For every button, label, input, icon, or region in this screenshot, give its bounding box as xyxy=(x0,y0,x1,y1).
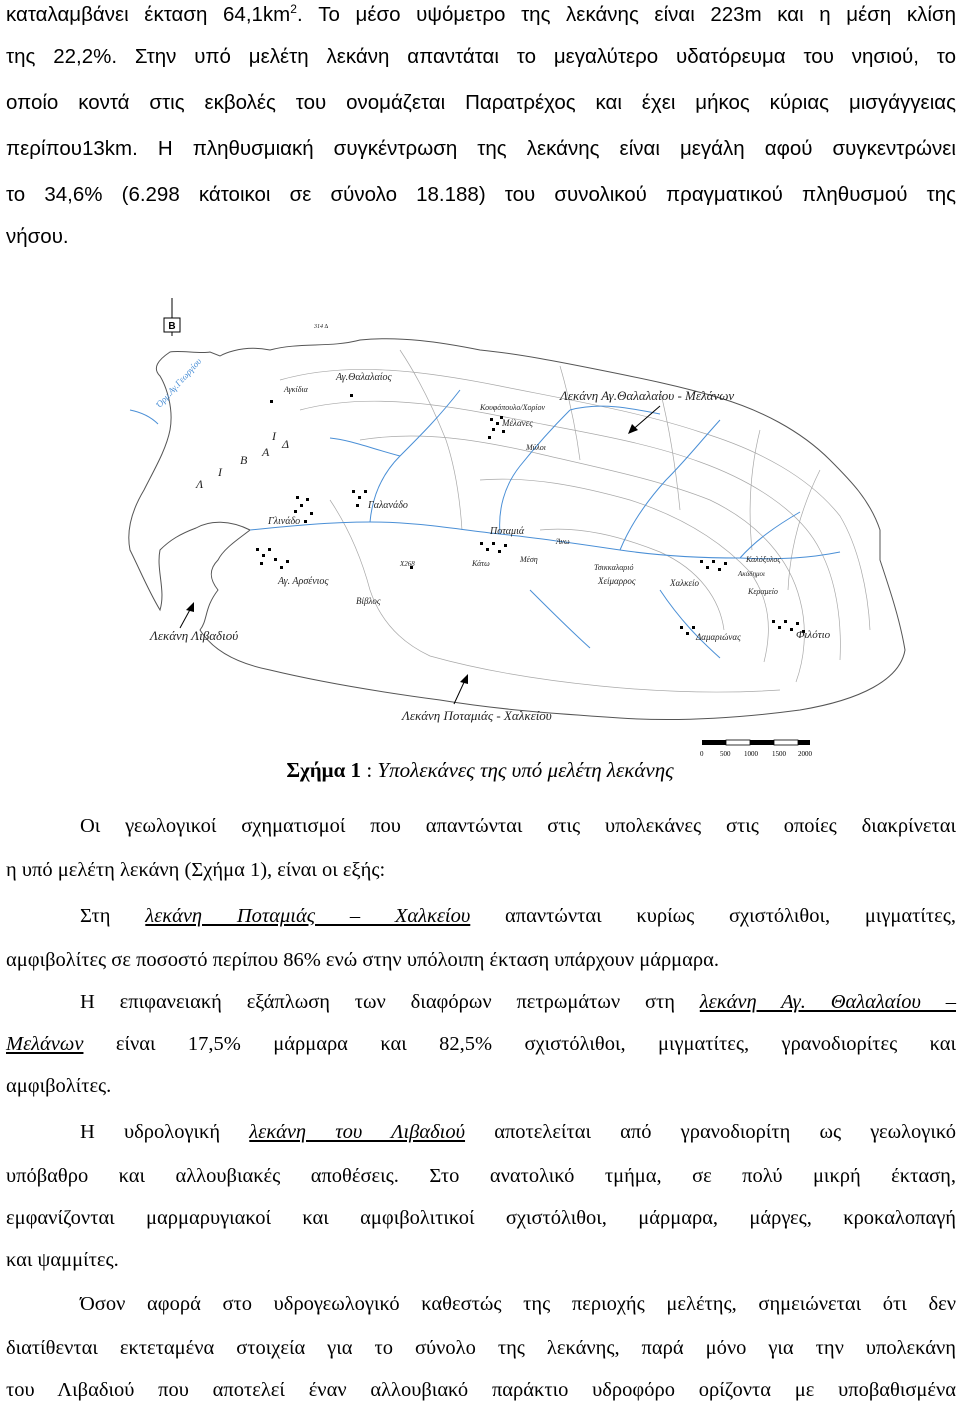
village-label: Τσικκαλαριό xyxy=(594,563,634,572)
village-label: Αγ. Αρσένιος xyxy=(278,576,329,587)
callout-arrowhead xyxy=(628,424,638,434)
sea-letter: Ι xyxy=(272,429,276,443)
north-label: Β xyxy=(168,321,176,332)
text-line: περίπου13km. Η πληθυσμιακή συγκέντρωση της λεκάνης είναι μεγάλη αφού συγκεντρώνει xyxy=(6,137,956,160)
text-line: Οι γεωλογικοί σχηματισμοί που απαντώνται στις υπολεκάνες στις οποίες διακρίνεται xyxy=(80,815,956,837)
village-label: Αγ.Θαλαλαίος xyxy=(336,372,392,383)
svg-text:1000: 1000 xyxy=(744,750,758,758)
caption-label: Σχήμα 1 xyxy=(286,758,362,782)
text-line: Μελάνων είναι 17,5% μάρμαρα και 82,5% σχιστόλιθοι, μιγματίτες, γρανοδιορίτες και xyxy=(6,1033,956,1055)
svg-text:1500: 1500 xyxy=(772,750,786,758)
text-line: και ψαμμίτες. xyxy=(6,1249,119,1271)
village-label: Κάτω xyxy=(472,559,490,568)
village-label: Ακάδημοι xyxy=(738,570,765,578)
basin-map-figure xyxy=(100,290,930,760)
village-label: Μύλοι xyxy=(526,443,547,452)
basin-label-west: Λεκάνη Λιβαδιού xyxy=(150,628,239,643)
sea-letter: Λ xyxy=(196,477,204,491)
svg-text:0: 0 xyxy=(700,750,704,758)
village-label: Χείμαρρος xyxy=(598,576,636,586)
text-line: το 34,6% (6.298 κάτοικοι σε σύνολο 18.188) του συνολικού πραγματικού πληθυσμού της xyxy=(6,183,956,206)
village-label: Κουφόπουλο/Χορίον xyxy=(480,403,546,412)
text-line: του Λιβαδιού που αποτελεί έναν αλλουβιακό παράκτιο υδροφόρο ορίζοντα με υποβαθισμένα xyxy=(6,1379,956,1401)
village-label: Βίβλος xyxy=(356,596,381,606)
text-line: καταλαμβάνει έκταση $64,1km^2$. Το μέσο υψόμετρο της λεκάνης είναι 223m και η μέση κλίση xyxy=(6,2,957,26)
figure-caption: Σχήμα 1 : Υπολεκάνες της υπό μελέτη λεκάνης xyxy=(286,758,674,782)
basin-label-north: Λεκάνη Αγ.Θαλαλαίου - Μελάνων xyxy=(560,388,735,403)
village-label: Γλινάδο xyxy=(268,516,301,527)
callout-arrowhead xyxy=(460,674,468,684)
village-label: Αγκίδια xyxy=(284,385,308,394)
text-line: Η υδρολογική λεκάνη του Λιβαδιού αποτελείται από γρανοδιορίτη ως γεωλογικό xyxy=(80,1121,957,1143)
settlements xyxy=(256,394,805,635)
scale-bar xyxy=(700,740,813,758)
text-line: Στη λεκάνη Ποταμιάς – Χαλκείου απαντώνται κυρίως σχιστόλιθοι, μιγματίτες, xyxy=(80,905,956,927)
text-line: νήσου. xyxy=(6,225,69,248)
basin-label-south: Λεκάνη Ποταμιάς - Χαλκείου xyxy=(402,708,552,723)
text-line: Όσον αφορά στο υδρογεωλογικό καθεστώς της περιοχής μελέτης, σημειώνεται ότι δεν xyxy=(80,1293,956,1315)
rivers xyxy=(130,390,840,658)
village-label: Καλόξυλος xyxy=(746,555,781,564)
village-label: Δαμαριώνας xyxy=(696,632,741,642)
text-line: υπόβαθρο και αλλουβιακές αποθέσεις. Στο ανατολικό τμήμα, σε πολύ μικρή έκταση, xyxy=(6,1165,956,1187)
village-label: Ποταμιά xyxy=(490,526,525,537)
text-line: αμφιβολίτες σε ποσοστό περίπου 86% ενώ στην υπόλοιπη έκταση υπάρχουν μάρμαρα. xyxy=(6,949,719,971)
text-line: η υπό μελέτη λεκάνη (Σχήμα 1), είναι οι εξής: xyxy=(6,859,386,881)
text-line: εμφανίζονται μαρμαρυγιακοί και αμφιβολιτικοί σχιστόλιθοι, μάρμαρα, μάργες, κροκαλοπαγή xyxy=(6,1207,956,1229)
village-label: Γαλανάδο xyxy=(368,500,408,511)
village-label: Μέλανες xyxy=(502,418,533,428)
caption-text: Υπολεκάνες της υπό μελέτη λεκάνης xyxy=(377,758,674,782)
text-line: της 22,2%. Στην υπό μελέτη λεκάνη απαντάται το μεγαλύτερο υδατόρευμα του νησιού, το xyxy=(6,45,956,68)
village-label: Φιλότιο xyxy=(796,629,831,641)
village-label: Μέση xyxy=(520,555,538,564)
sea-letter: Ι xyxy=(218,465,222,479)
svg-text:2000: 2000 xyxy=(798,750,812,758)
basin-map xyxy=(100,290,930,760)
callout-arrowhead xyxy=(186,602,194,612)
village-label: Χ268 xyxy=(400,560,415,568)
village-label: Κεραμείο xyxy=(748,587,778,596)
peak-label: 314 ∆ xyxy=(314,324,329,330)
sea-letter: Β xyxy=(240,453,248,467)
village-label: Χαλκείο xyxy=(670,578,699,588)
text-line: διατίθενται εκτεταμένα στοιχεία για το σύνολο της λεκάνης, παρά μόνο για την υπολεκάνη xyxy=(6,1337,956,1359)
cape-label: Όρμ.Αγ.Γεωργίου xyxy=(154,356,204,410)
svg-text:500: 500 xyxy=(720,750,731,758)
text-line: οποίο κοντά στις εκβολές του ονομάζεται Παρατρέχος και έχει μήκος κύριας μισγάγγειας xyxy=(6,91,956,114)
text-line: Η επιφανειακή εξάπλωση των διαφόρων πετρωμάτων στη λεκάνη Αγ. Θαλαλαίου – xyxy=(80,991,956,1013)
sea-letter: Α xyxy=(262,445,270,459)
sea-letter: Δ xyxy=(282,437,290,451)
village-label: Άνω xyxy=(556,537,570,546)
text-line: αμφιβολίτες. xyxy=(6,1075,112,1097)
